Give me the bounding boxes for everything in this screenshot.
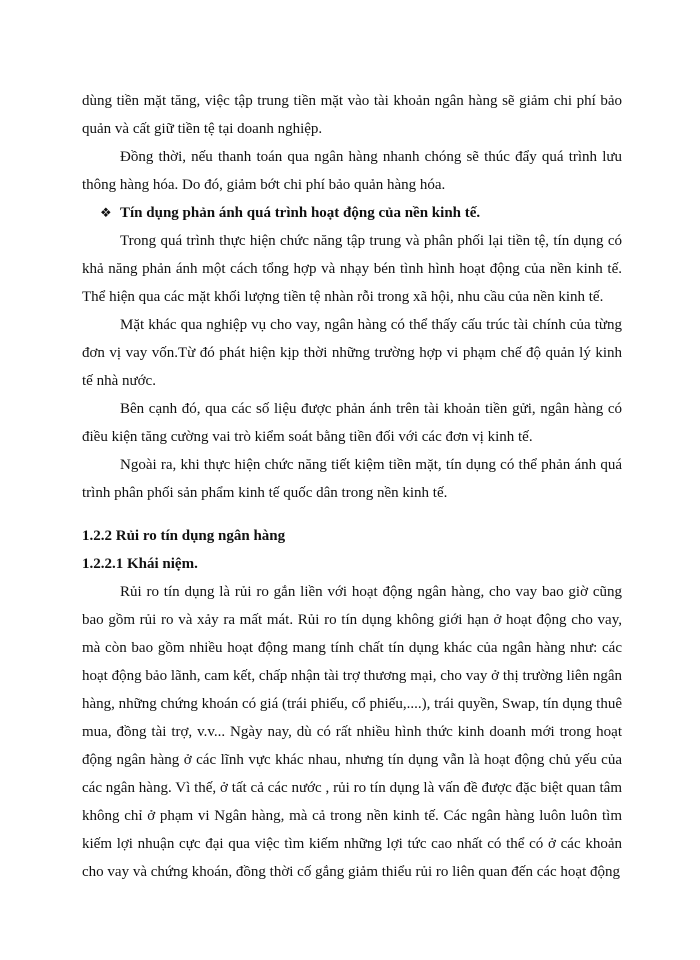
- paragraph-line: Trong quá trình thực hiện chức năng tập trung và phân phối lại tiền tệ, tín dụng có: [120, 233, 622, 249]
- paragraph-line: thông hàng hóa. Do đó, giảm bớt chi phí bảo quản hàng hóa.: [82, 177, 446, 193]
- paragraph-line: khả năng phản ánh một cách tổng hợp và nhạy bén tình hình hoạt động của nền kinh tế.: [82, 261, 622, 277]
- paragraph-line: kiếm lợi nhuận cực đại qua việc tìm kiếm những lợi tức cao nhất có thể có ở các khoản: [82, 836, 622, 852]
- section-heading: 1.2.2.1 Khái niệm.: [82, 556, 198, 572]
- paragraph-line: hàng, những chứng khoán có giá (trái phiếu, cổ phiếu,....), trái quyền, Swap, tín dụng thuê: [82, 696, 622, 712]
- paragraph-line: Mặt khác qua nghiệp vụ cho vay, ngân hàng có thể thấy cấu trúc tài chính của từng: [120, 317, 622, 333]
- paragraph-line: bao gồm rủi ro và xảy ra mất mát. Rủi ro tín dụng không giới hạn ở hoạt động cho vay,: [82, 612, 622, 628]
- paragraph-line: quản và cất giữ tiền tệ tại doanh nghiệp.: [82, 121, 323, 137]
- paragraph-line: dùng tiền mặt tăng, việc tập trung tiền mặt vào tài khoản ngân hàng sẽ giảm chi phí bảo: [82, 93, 622, 109]
- paragraph-line: không chỉ ở phạm vi Ngân hàng, mà cả trong nền kinh tế. Các ngân hàng luôn luôn tìm: [82, 808, 622, 824]
- paragraph-line: cho vay và chứng khoán, đồng thời cố gắng giảm thiểu rủi ro liên quan đến các hoạt động: [82, 864, 621, 880]
- paragraph-line: Bên cạnh đó, qua các số liệu được phản ánh trên tài khoản tiền gửi, ngân hàng có: [120, 401, 622, 417]
- paragraph-line: các ngân hàng. Vì thế, ở tất cả các nước , rủi ro tín dụng là vấn đề được đặc biệt quan tâm: [82, 780, 622, 796]
- paragraph-line: điều kiện tăng cường vai trò kiểm soát bằng tiền đối với các đơn vị kinh tế.: [82, 429, 533, 445]
- bullet-diamond-icon: ❖: [100, 205, 112, 220]
- paragraph-line: Thể hiện qua các mặt khối lượng tiền tệ nhàn rỗi trong xã hội, nhu cầu của nền kinh tế.: [82, 289, 604, 305]
- paragraph-line: hoạt động bảo lãnh, cam kết, chấp nhận tài trợ thương mại, cho vay ở thị trường liên ngân: [82, 668, 622, 684]
- paragraph-line: động ngân hàng ở các lĩnh vực khác nhau, nhưng tín dụng vẫn là hoạt động chủ yếu của: [82, 752, 622, 768]
- paragraph-line: trình phân phối sản phẩm kinh tế quốc dân trong nền kinh tế.: [82, 485, 448, 501]
- document-body: [82, 87, 622, 886]
- paragraph-line: đơn vị vay vốn.Từ đó phát hiện kịp thời những trường hợp vi phạm chế độ quản lý kinh: [82, 345, 622, 361]
- paragraph-line: Rủi ro tín dụng là rủi ro gắn liền với hoạt động ngân hàng, cho vay bao giờ cũng: [120, 584, 622, 600]
- paragraph-line: mua, đồng tài trợ, v.v... Ngày nay, dù có rất nhiều hình thức kinh doanh mới trong hoạt: [82, 724, 622, 740]
- section-heading: 1.2.2 Rủi ro tín dụng ngân hàng: [82, 528, 286, 544]
- paragraph-line: mà còn bao gồm nhiều hoạt động mang tính chất tín dụng khác của ngân hàng như: các: [82, 640, 622, 656]
- paragraph-line: Ngoài ra, khi thực hiện chức năng tiết kiệm tiền mặt, tín dụng có thể phản ánh quá: [120, 457, 622, 473]
- section-heading: [82, 199, 622, 227]
- paragraph-line: Đồng thời, nếu thanh toán qua ngân hàng nhanh chóng sẽ thúc đẩy quá trình lưu: [120, 149, 622, 165]
- paragraph-line: tế nhà nước.: [82, 373, 156, 389]
- section-heading-text: Tín dụng phản ánh quá trình hoạt động của nền kinh tế.: [120, 205, 481, 221]
